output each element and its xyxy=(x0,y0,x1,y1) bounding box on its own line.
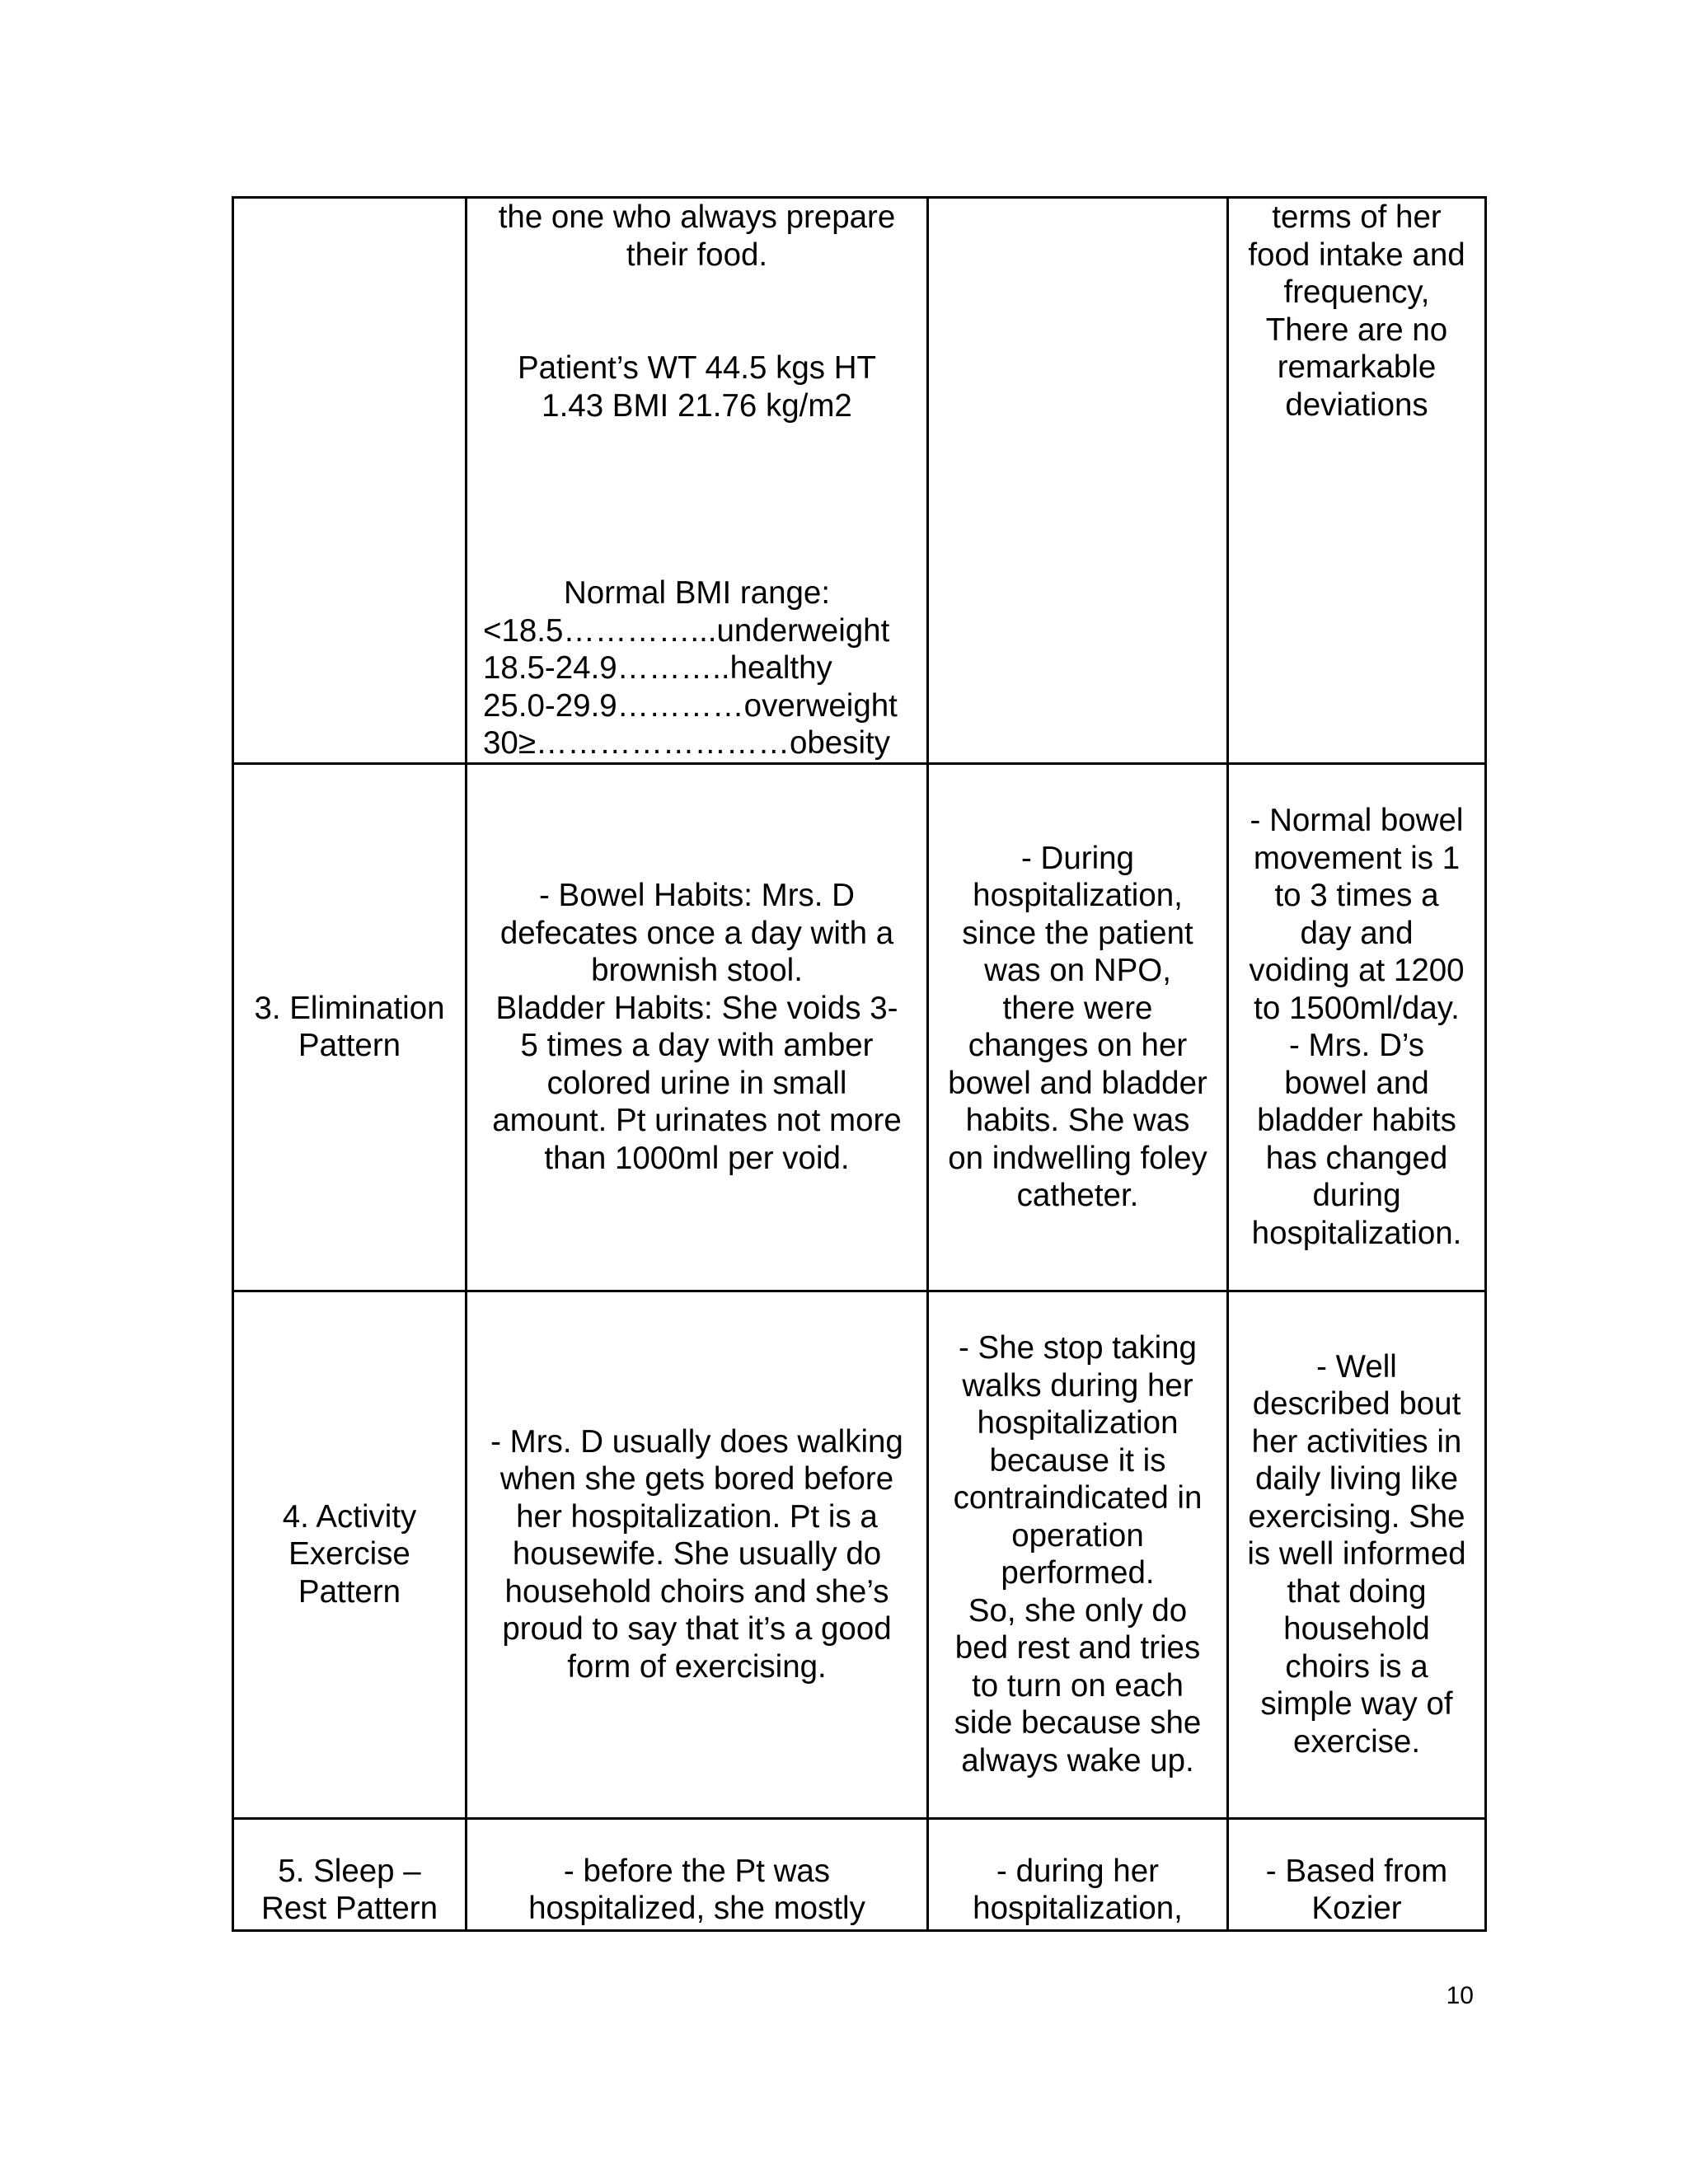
cell-line: - Normal bowel xyxy=(1250,803,1464,838)
cell-line: remarkable xyxy=(1277,349,1437,385)
during-hospitalization-cell xyxy=(928,198,1228,764)
table-row-sleep xyxy=(233,1818,1486,1930)
cell-line: than 1000ml per void. xyxy=(544,1140,850,1176)
cell-line: choirs is a xyxy=(1285,1648,1428,1685)
cell-line: exercising. She xyxy=(1248,1498,1465,1535)
cell-line: - Well xyxy=(1316,1348,1397,1385)
cell-line: to 1500ml/day. xyxy=(1254,990,1460,1026)
cell-line: hospitalization xyxy=(977,1405,1179,1441)
cell-line: catheter. xyxy=(1016,1178,1139,1213)
during-hospitalization-cell xyxy=(928,1818,1228,1930)
cell-line: on indwelling foley xyxy=(948,1140,1207,1176)
cell-line: Pattern xyxy=(298,1573,401,1610)
cell-line: their food. xyxy=(626,237,768,273)
analysis-cell xyxy=(1228,198,1486,764)
cell-line: colored urine in small xyxy=(546,1065,847,1101)
cell-line: habits. She was xyxy=(965,1103,1190,1138)
cell-line: is well informed xyxy=(1247,1536,1466,1572)
before-hospitalization-cell xyxy=(467,198,928,764)
cell-line: - She stop taking xyxy=(959,1330,1197,1366)
analysis-cell xyxy=(1228,1818,1486,1930)
cell-line: was on NPO, xyxy=(984,953,1171,988)
cell-line: changes on her xyxy=(968,1028,1188,1063)
cell-line: during xyxy=(1312,1178,1401,1213)
during-hospitalization-cell xyxy=(928,763,1228,1291)
cell-line: So, she only do xyxy=(968,1592,1188,1629)
cell-line: frequency, xyxy=(1283,274,1430,310)
before-hospitalization-cell xyxy=(467,1818,928,1930)
cell-line: - during her xyxy=(996,1853,1159,1889)
cell-line: - before the Pt was xyxy=(563,1853,831,1889)
cell-line: household choirs and she’s xyxy=(504,1573,889,1610)
cell-line: defecates once a day with a xyxy=(499,915,894,951)
table-row-nutrition-continued xyxy=(233,198,1486,764)
cell-line: the one who always prepare xyxy=(498,199,896,235)
cell-line: Exercise xyxy=(288,1536,410,1572)
cell-line: 3. Elimination xyxy=(254,990,445,1026)
cell-line: bowel and bladder xyxy=(948,1065,1207,1101)
cell-line: when she gets bored before xyxy=(499,1461,894,1497)
cell-line: amount. Pt urinates not more xyxy=(492,1103,902,1138)
cell-line: form of exercising. xyxy=(567,1648,827,1685)
cell-line: her activities in xyxy=(1251,1423,1462,1460)
bmi-range-heading: Normal BMI range: xyxy=(563,575,831,611)
cell-line: voiding at 1200 xyxy=(1249,953,1465,988)
cell-line: side because she xyxy=(954,1705,1202,1741)
cell-line: 5. Sleep – xyxy=(278,1853,421,1889)
cell-line: There are no xyxy=(1265,312,1448,348)
bmi-range-line: 18.5-24.9………..healthy xyxy=(483,650,832,686)
cell-line: to turn on each xyxy=(972,1667,1184,1704)
pattern-cell xyxy=(233,1291,467,1818)
cell-line: that doing xyxy=(1287,1573,1427,1610)
cell-line: exercise. xyxy=(1292,1723,1421,1760)
cell-line: Pattern xyxy=(298,1028,401,1063)
cell-line: brownish stool. xyxy=(591,953,803,988)
cell-line: performed. xyxy=(1001,1555,1155,1591)
cell-line: her hospitalization. Pt is a xyxy=(516,1498,878,1535)
cell-line: contraindicated in xyxy=(953,1480,1203,1516)
cell-line: daily living like xyxy=(1254,1461,1459,1497)
pattern-cell xyxy=(233,1818,467,1930)
cell-line: Kozier xyxy=(1311,1891,1402,1926)
cell-line: Patient’s WT 44.5 kgs HT xyxy=(517,350,877,386)
cell-line: operation xyxy=(1011,1517,1144,1554)
cell-line: movement is 1 xyxy=(1253,840,1461,876)
cell-line: bowel and xyxy=(1284,1065,1429,1101)
analysis-cell xyxy=(1228,1291,1486,1818)
cell-line: has changed xyxy=(1265,1140,1448,1176)
bmi-range-line: 30≥……………………obesity xyxy=(483,725,890,761)
cell-line: to 3 times a xyxy=(1274,878,1439,913)
cell-line: Rest Pattern xyxy=(261,1891,438,1926)
cell-line: - Mrs. D usually does walking xyxy=(490,1423,903,1460)
table-row-elimination xyxy=(233,763,1486,1291)
cell-line: bladder habits xyxy=(1257,1103,1456,1138)
cell-line: day and xyxy=(1300,915,1414,951)
cell-line: walks during her xyxy=(962,1367,1193,1404)
during-hospitalization-cell xyxy=(928,1291,1228,1818)
table-row-activity xyxy=(233,1291,1486,1818)
assessment-table xyxy=(232,196,1487,1932)
before-hospitalization-cell xyxy=(467,763,928,1291)
cell-line: - Based from xyxy=(1265,1853,1448,1889)
cell-line: deviations xyxy=(1285,387,1428,423)
cell-line: - During xyxy=(1021,840,1134,876)
cell-line: proud to say that it’s a good xyxy=(502,1611,892,1647)
cell-line: terms of her xyxy=(1272,199,1442,235)
cell-line: - Bowel Habits: Mrs. D xyxy=(539,878,855,913)
cell-line: food intake and xyxy=(1248,237,1465,273)
cell-line: housewife. She usually do xyxy=(512,1536,882,1572)
pattern-cell xyxy=(233,763,467,1291)
cell-line: 1.43 BMI 21.76 kg/m2 xyxy=(542,387,852,424)
page-number: 10 xyxy=(1446,1982,1474,2009)
cell-line: because it is xyxy=(989,1442,1166,1479)
cell-line: 5 times a day with amber xyxy=(520,1028,874,1063)
cell-line: always wake up. xyxy=(961,1742,1194,1779)
bmi-range-line: 25.0-29.9…………overweight xyxy=(483,687,898,724)
cell-line: there were xyxy=(1002,990,1153,1026)
cell-line: described bout xyxy=(1252,1386,1461,1422)
cell-line: Bladder Habits: She voids 3- xyxy=(495,990,898,1026)
bmi-range-line: <18.5…………...underweight xyxy=(483,612,890,649)
cell-line: bed rest and tries xyxy=(954,1630,1201,1666)
analysis-cell xyxy=(1228,763,1486,1291)
cell-line: household xyxy=(1283,1611,1430,1647)
cell-line: hospitalization, xyxy=(973,878,1183,913)
cell-line: simple way of xyxy=(1260,1686,1453,1722)
cell-line: hospitalization, xyxy=(973,1891,1183,1926)
cell-line: since the patient xyxy=(962,915,1193,951)
before-hospitalization-cell xyxy=(467,1291,928,1818)
pattern-cell xyxy=(233,198,467,764)
cell-line: 4. Activity xyxy=(282,1498,417,1535)
cell-line: - Mrs. D’s xyxy=(1289,1028,1424,1063)
cell-line: hospitalization. xyxy=(1251,1215,1462,1251)
cell-line: hospitalized, she mostly xyxy=(528,1891,865,1926)
